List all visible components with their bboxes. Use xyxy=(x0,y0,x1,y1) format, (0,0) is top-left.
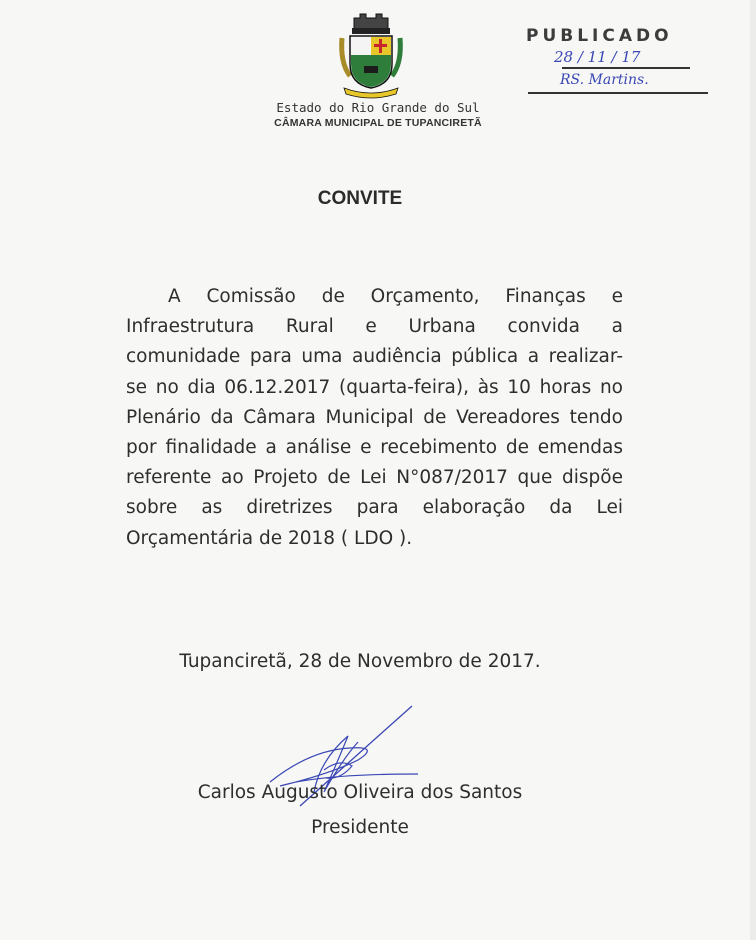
stamp-date: 28 / 11 / 17 xyxy=(554,48,641,66)
stamp-title: PUBLICADO xyxy=(526,26,673,46)
paragraph-line: por finalidade a análise e recebimento de emendas xyxy=(126,437,623,459)
paragraph-line: referente ao Projeto de Lei N°087/2017 que dispõe xyxy=(126,467,623,489)
stamp-signature-underline xyxy=(528,92,708,94)
coat-of-arms-icon xyxy=(334,8,408,100)
published-stamp xyxy=(520,24,710,104)
stamp-signature: RS. Martins. xyxy=(560,72,649,88)
document-title: CONVITE xyxy=(317,188,403,209)
paragraph-line: Plenário da Câmara Municipal de Vereadores tendo xyxy=(126,406,623,428)
stamp-date-underline xyxy=(562,67,690,69)
signer-name: Carlos Augusto Oliveira dos Santos xyxy=(197,782,523,803)
invitation-paragraph xyxy=(126,282,623,554)
scan-edge xyxy=(750,0,756,940)
paragraph-line: A Comissão de Orçamento, Finanças e xyxy=(168,286,623,307)
paragraph-line: se no dia 06.12.2017 (quarta-feira), às 10 horas no xyxy=(126,376,623,398)
paragraph-line: sobre as diretrizes para elaboração da Lei xyxy=(126,497,623,519)
place-and-date: Tupanciretã, 28 de Novembro de 2017. xyxy=(179,651,541,672)
chamber-name: CÂMARA MUNICIPAL DE TUPANCIRETÃ xyxy=(274,117,482,129)
state-name: Estado do Rio Grande do Sul xyxy=(276,100,480,115)
signer-role: Presidente xyxy=(311,817,409,838)
paragraph-line: Orçamentária de 2018 ( LDO ). xyxy=(126,527,413,549)
paragraph-line: Infraestrutura Rural e Urbana convida a xyxy=(126,316,623,338)
paragraph-line: comunidade para uma audiência pública a realizar- xyxy=(126,346,623,368)
